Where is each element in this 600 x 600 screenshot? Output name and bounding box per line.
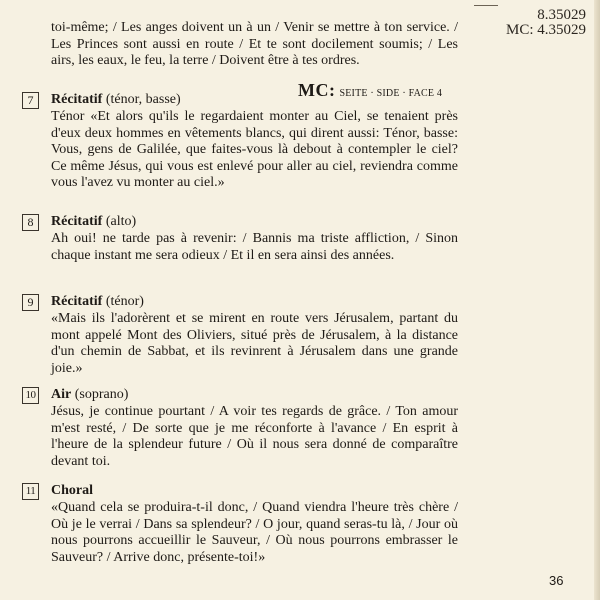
section-voices: (alto) bbox=[105, 214, 137, 229]
section-title bbox=[51, 213, 136, 230]
side-label-face: SEITE · SIDE · FACE 4 bbox=[339, 88, 443, 99]
section-title bbox=[51, 482, 93, 499]
section-voices: (soprano) bbox=[74, 387, 129, 402]
mc-catalog-number: MC: 4.35029 bbox=[505, 22, 586, 38]
section-type: Récitatif bbox=[51, 92, 103, 107]
section-type: Choral bbox=[51, 483, 93, 498]
track-number: 10 bbox=[22, 387, 39, 404]
top-rule bbox=[474, 5, 498, 6]
section-voices: (ténor, basse) bbox=[105, 92, 181, 107]
track-number: 11 bbox=[22, 483, 39, 500]
section-type: Air bbox=[51, 387, 72, 402]
section-title bbox=[51, 293, 144, 310]
section-text: «Mais ils l'adorèrent et se mirent en route vers Jérusalem, partant du mont appelé Mont des Oliviers, situé près de Jérusalem, à la distance d'un chemin de Sabbat, et ils revinrent à Jérusalem dans une grande joie.» bbox=[51, 311, 458, 376]
track-number: 8 bbox=[22, 214, 39, 231]
track-number: 7 bbox=[22, 92, 39, 109]
section-text: «Quand cela se produira-t-il donc, / Quand viendra l'heure très chère / Où je le verrai / Dans sa splendeur? / O jour, quand seras-tu là, / Jour où nous pourrons accueillir le Sauveur, / Où nous pourrons embrasser le Sauveur? / Arrive donc, présente-toi!» bbox=[51, 500, 458, 565]
section-title bbox=[51, 386, 128, 403]
section-type: Récitatif bbox=[51, 214, 103, 229]
page-number: 36 bbox=[549, 573, 564, 588]
side-label-mc: MC: bbox=[298, 80, 336, 100]
catalog-numbers bbox=[506, 8, 586, 38]
cd-catalog-number: 8.35029 bbox=[537, 7, 586, 23]
section-type: Récitatif bbox=[51, 294, 103, 309]
intro-text: toi-même; / Les anges doivent un à un / Venir se mettre à ton service. / Les Princes sont aussi en route / Et te sont docilement soumis; / Les airs, les eaux, le feu, la terre / Doivent être à tes ordres. bbox=[51, 20, 458, 69]
page-edge-shadow bbox=[594, 0, 600, 600]
section-voices: (ténor) bbox=[105, 294, 144, 309]
section-text: Ah oui! ne tarde pas à revenir: / Bannis ma triste affliction, / Sinon chaque instant me sera odieux / Et il en sera ainsi des années. bbox=[51, 231, 458, 263]
section-text: Jésus, je continue pourtant / A voir tes regards de grâce. / Ton amour m'est resté, / De sorte que je me réconforte à l'avance / En esprit à l'heure de la splendeur future / Où il nous sera donné de comparaître devant toi. bbox=[51, 404, 458, 469]
section-title bbox=[51, 91, 181, 108]
cassette-side-label bbox=[298, 80, 442, 101]
track-number: 9 bbox=[22, 294, 39, 311]
section-text: Ténor «Et alors qu'ils le regardaient monter au Ciel, se tenaient près d'eux deux hommes en vêtements blancs, qui dirent aussi: Ténor, basse: Vous, gens de Galilée, que faites-vous là debout à contempler le ciel? Ce même Jésus, qui vous est enlevé pour aller au ciel, reviendra comme vous l'avez vu monter au ciel.» bbox=[51, 109, 458, 191]
